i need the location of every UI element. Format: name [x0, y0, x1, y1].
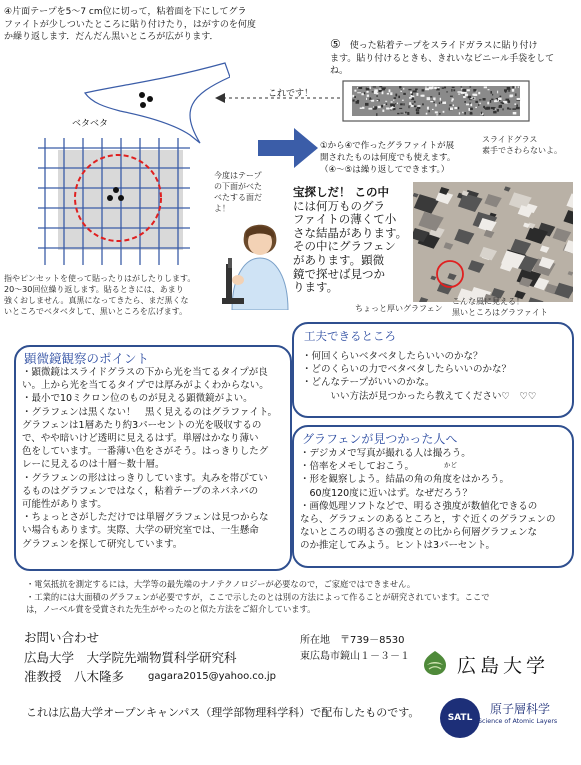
tape-note: 今度はテープ の下面がべた べたする面だ よ！ [214, 171, 262, 213]
finger-note: 指やピンセットを使って貼ったりはがしたりします。 20～30回位繰り返します。貼るときには、あまり 強くおしません。真黒になってきたら、まだ黒くな いところでベタベタして、黒いところを広げます。 [4, 274, 196, 316]
tips-list: ・何回くらいベタベタしたらいいのかな？ ・どのくらいの力でベタベタしたらいいのかな？ ・どんなテープがいいのかな。 いい方法が見つかったら教えてください♡ ♡♡ [302, 351, 537, 402]
sticky-label: ベタベタ [72, 119, 109, 129]
contact-email[interactable]: gagara2015@yahoo.co.jp [148, 671, 277, 682]
satl-badge: SATL [440, 698, 480, 738]
grid-illustration [30, 130, 200, 270]
satl-name-ja: 原子層科学 [490, 702, 551, 716]
address-line1: 所在地 〒739－8530 [300, 635, 405, 646]
microscope-tips-title: 顕微鏡観察のポイント [24, 351, 150, 366]
tips-title: 工夫できるところ [304, 329, 396, 343]
found-graphene-title: グラフェンが見つかった人へ [302, 432, 458, 446]
thin-graphene-label: ちょっと厚いグラフェン [355, 304, 443, 313]
dashed-arrow [215, 88, 345, 108]
graphite-dot [139, 92, 145, 98]
graphite-dot [140, 102, 146, 108]
big-arrow [258, 128, 320, 168]
slide-glass [342, 80, 530, 122]
graphite-dot [118, 195, 124, 201]
scientist-with-microscope [222, 218, 300, 310]
contact-org: 広島大学 大学院先端物質科学研究科 [24, 650, 237, 665]
found-graphene-box [292, 425, 574, 568]
micrograph-caption: こんな風に見える！ 黒いところはグラファイト [452, 297, 548, 317]
treasure-text: 宝探しだ！ この中 には何万ものグラ ファイトの薄くて小 さな結晶があります。 その中にグラフェン があります。顕微 鏡で探せば見つか ります。 [293, 185, 408, 295]
notes: ・電気抵抗を測定するには，大学等の最先端のナノテクノロジーが必要なので，ご家庭ではできません。 ・工業的には大面積のグラフェンが必要ですが，ここで示したのとは別の方法によって作ることが研究されています。ここで は，ノーベル賞を受賞された先生がやったのと似た方法をご紹介しています。 [26, 579, 490, 614]
step5-number: ⑤ [330, 37, 341, 51]
ruby-kado: かど [444, 461, 457, 469]
satl-name-en: Science of Atomic Layers [478, 718, 558, 725]
found-graphene-list: ・デジカメで写真が撮れる人は撮ろう。 ・倍率をメモしておこう。 ・形を観察しよう。結晶の角の角度をはかろう。 60度120度に近いはず。なぜだろう？ ・画像処理ソフトなどで、明るさ強度が数値化できるの なら、グラフェンのあるところと，すぐ近くのグラフェンの ないところの明るさの強度との比から何層グラフェンな のか推定してみよう。ヒントは3パーセント。 [300, 448, 556, 552]
graphene-micrograph [413, 182, 573, 302]
microscope-tips-box [14, 345, 292, 571]
university-emblem-icon [421, 649, 449, 677]
microscope-tips-list: ・顕微鏡はスライドグラスの下から光を当てるタイプが良 い。上から光を当てるタイプでは厚みがよくわからない。 ・最小で10ミクロン位のものが見える顕微鏡がよい。 ・グラフェンは黒くない！ 黒く見えるのはグラファイト。 グラフェンは1層あたり約3パーセントの光を吸収するの で、やや暗いけど透明に見えるはず。単層はかなり薄い 色をしています。一番薄い色をさがそう。はっきりしたグ レーに見えるのは十層～数十層。 ・グラフェンの形ははっきりしています。丸みを帯びてい るものはグラフェンではなく，粘着テープのネバネバの 可能性があります。 ・ちょっとさがしただけでは単層グラフェンは見つからな い場合もあります。実際、大学の研究室では、一生懸命 グラフェンを探して研究しています。 [22, 367, 277, 550]
graphite-dot [113, 187, 119, 193]
repeat-note: ①から④で作ったグラファイトが展 開されたものは何度でも使えます。 （④～⑤は繰り返してできます。） [320, 141, 456, 175]
step4-text: ④片面テープを5～7 cm位に切って，粘着面を下にしてグラ ファイトが少しついたところに貼り付けたり，はがすのを何度 か繰り返します．だんだん黒いところが広がります． [4, 7, 256, 42]
tips-box [292, 322, 574, 418]
step5-text: ⑤ 使った粘着テープをスライドガラスに貼り付け ます。貼り付けるときも、きれいなビニール手袋をして ね。 [330, 37, 555, 76]
footer-text: これは広島大学オープンキャンパス（理学部物理科学科）で配布したものです。 [26, 706, 420, 719]
address-line2: 東広島市鏡山１－３－１ [300, 651, 410, 662]
graphite-dot [107, 195, 113, 201]
contact-heading: お問い合わせ [24, 630, 100, 645]
contact-person: 准教授 八木隆多 [24, 669, 125, 684]
graphite-dot [147, 96, 153, 102]
this-label: これです！ [268, 89, 314, 99]
university-name: 広島大学 [457, 655, 550, 677]
slide-note: スライドグラス 素手でさわらないよ。 [482, 135, 562, 155]
